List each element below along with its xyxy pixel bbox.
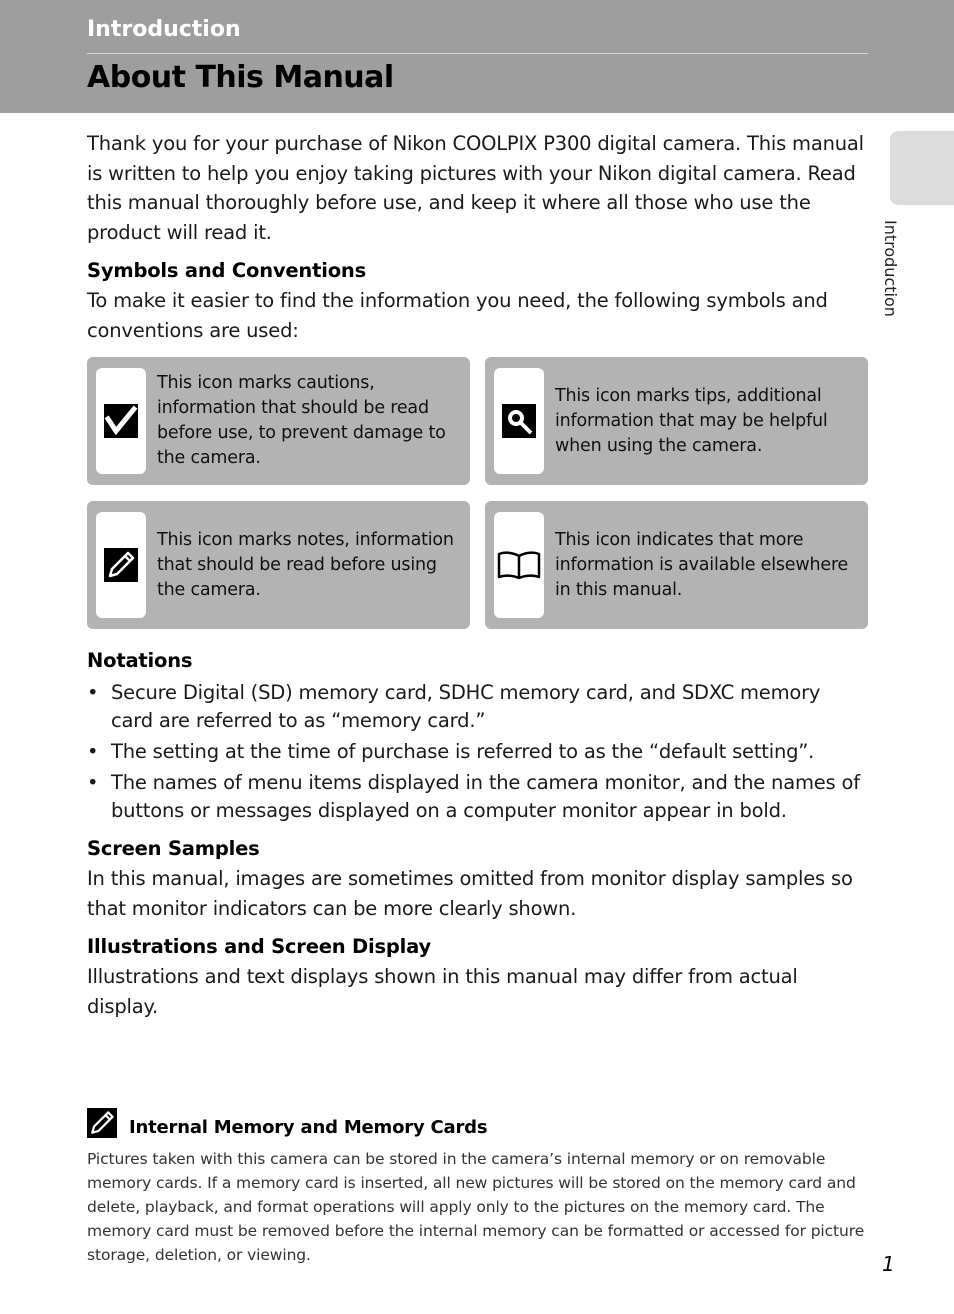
memory-note-text: Pictures taken with this camera can be stored in the camera’s internal memory or on removable memory cards. If a memory card is inserted, all new pictures will be stored on the memory card and delete, playback, and format operations will apply only to the pictures on the memory card. The memory card must be removed before the internal memory can be formatted or accessed for picture storage, deletion, or viewing.	[87, 1150, 865, 1264]
illustrations-text: Illustrations and text displays shown in this manual may differ from actual display.	[87, 965, 798, 1018]
side-chapter-label	[881, 220, 918, 330]
symbol-box-tip	[485, 357, 868, 485]
screen-samples-text: In this manual, images are sometimes omitted from monitor display samples so that monitor indicators can be more clearly shown.	[87, 867, 853, 920]
symbol-box-note	[87, 501, 470, 629]
symbol-box-reference	[485, 501, 868, 629]
intro-paragraph: Thank you for your purchase of Nikon COOLPIX P300 digital camera. This manual is written to help you enjoy taking pictures with your Nikon digital camera. Read this manual thoroughly before use, and keep it where all those who use the product will read it.	[87, 132, 864, 244]
page-title: About This Manual	[87, 60, 394, 95]
symbol-text-caution: This icon marks cautions, information that should be read before use, to prevent damage to the camera.	[157, 373, 446, 468]
caution-check-icon	[104, 404, 138, 438]
tip-lightbulb-icon	[502, 404, 536, 438]
memory-note-title: Internal Memory and Memory Cards	[129, 1116, 488, 1138]
illustrations-heading: Illustrations and Screen Display	[87, 935, 432, 958]
symbols-text: To make it easier to find the information you need, the following symbols and conventions are used:	[87, 289, 828, 342]
list-item: • The setting at the time of purchase is referred to as the “default setting”.	[87, 738, 868, 766]
side-chapter-tab	[890, 131, 954, 205]
memory-note-header	[87, 1108, 487, 1138]
symbol-box-caution	[87, 357, 470, 485]
notations-heading: Notations	[87, 649, 193, 672]
note-pencil-icon	[87, 1108, 117, 1138]
symbol-text-note: This icon marks notes, information that should be read before using the camera.	[157, 529, 454, 600]
symbol-text-reference: This icon indicates that more information is available elsewhere in this manual.	[555, 529, 849, 600]
notations-list	[87, 679, 868, 828]
list-item: • Secure Digital (SD) memory card, SDHC memory card, and SDXC memory card are referred to as “memory card.”	[87, 679, 868, 735]
symbols-heading: Symbols and Conventions	[87, 259, 366, 282]
side-chapter-label-text: Introduction	[881, 220, 900, 317]
symbol-text-tip: This icon marks tips, additional information that may be helpful when using the camera.	[555, 385, 828, 456]
book-reference-icon	[497, 550, 541, 580]
note-pencil-icon	[104, 548, 138, 582]
list-item: • The names of menu items displayed in the camera monitor, and the names of buttons or messages displayed on a computer monitor appear in bold.	[87, 769, 868, 825]
screen-samples-heading: Screen Samples	[87, 837, 260, 860]
header-divider	[87, 53, 868, 54]
page-number: 1	[882, 1252, 895, 1276]
section-label: Introduction	[87, 17, 241, 42]
chapter-header	[0, 0, 954, 113]
